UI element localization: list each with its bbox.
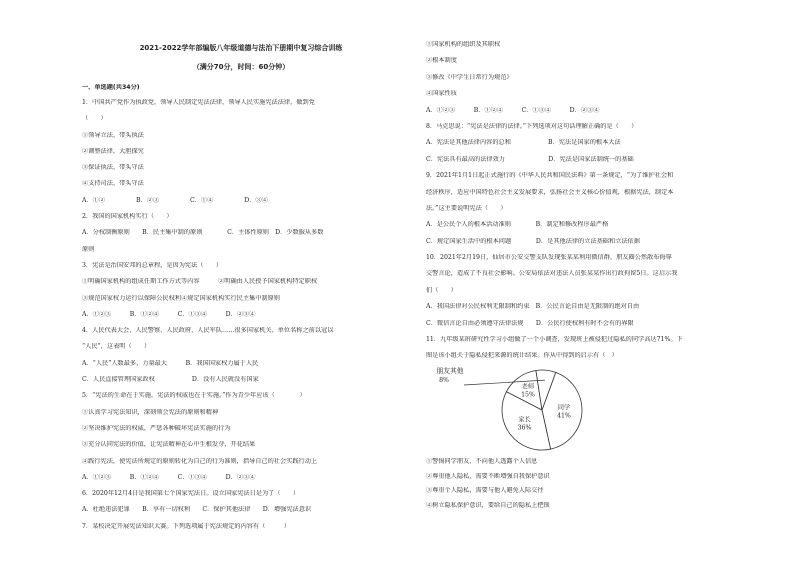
text-line: A．①②③ B．①②④ C．①③④ D．②③④ (426, 106, 600, 114)
answer-statements (426, 458, 756, 516)
slice-label-parent-pct: 36% (517, 424, 532, 432)
text-line: 3．宪法是治国安邦的总章程，是因为宪法（ ） (82, 261, 223, 269)
text-line: ③修改《中学生日常行为规范》 (426, 73, 513, 81)
text-line: A．①② B．②③ C．①④ D．③④ (82, 196, 268, 204)
text-line: 们（ ） (426, 286, 457, 294)
text-line: C．规定国家生活中的根本问题 D．是其他法律的立法基础和立法依据 (426, 237, 640, 245)
text-line: A．①②③ B．①②④ C．①③④ D．②③④ (82, 310, 256, 318)
text-line: A．是公民个人的根本活动准则 B．制定和修改程序最严格 (426, 221, 609, 229)
text-line: 经济秩序，适应中国特色社会主义发展要求，弘扬社会主义核心价值观，根据宪法，制定本 (426, 188, 674, 196)
text-line: A．杜绝违法犯罪 B．享有一切权利 C．保护其他法律 D．增强宪法意识 (82, 506, 312, 514)
text-line: ④树立隐私保护意识，要给自己的隐私上把锁 (426, 501, 550, 509)
text-line: C．宪法具有最高的法律效力 D．宪法是国家法制统一的基础 (426, 155, 634, 163)
text-line: ③规范国家权力运行以保障公民权利④规定国家机构实行民主集中制原则 (82, 294, 280, 302)
text-line: 9．2021年1月1日起正式施行的《中华人民共和国民法典》第一条规定，“为了维护社会和 (426, 172, 674, 180)
text-line: ④支持司法、带头守法 (82, 180, 144, 188)
text-line: 法。”这主要说明宪法（ ） (426, 204, 507, 212)
slice-label-teacher-pct: 15% (521, 391, 535, 399)
text-line: A．分权制衡原则 B．民主集中制的原则 C．主体性原则 D．少数服从多数 (82, 229, 324, 237)
text-line: （ ） (82, 115, 107, 123)
text-line: 2．我国的国家机构实行（ ） (82, 213, 173, 221)
page-subtitle: （满分70分，时间：60分钟） (192, 63, 290, 71)
slice-label-parent-name: 家长 (518, 416, 531, 424)
text-line: ②坚决维护宪法的权威，严惩各种破坏宪法实施的行为 (82, 424, 231, 432)
right-question-list (426, 41, 756, 369)
text-line: 8．马克思说：“宪法是法律的法律。”下列选项对这句话理解正确的是（ ） (426, 122, 638, 130)
text-line: 4．人民代表大会、人民警察、人民政府、人民军队……很多国家机关、单位名称之前以冠以 (82, 327, 334, 335)
text-line: ④国家性质 (426, 90, 457, 98)
text-line: ①国家机构的组织及其职权 (426, 41, 501, 48)
text-line: 7．某校决定开展宪法知识大赛。下列选项属于宪法规定的内容有（ ） (82, 522, 291, 530)
slice-label-teacher-name: 老师 (521, 383, 535, 391)
left-column (82, 84, 400, 539)
section-heading: 一、单选题(共34分) (82, 84, 140, 91)
text-line: ②尊重他人隐私，需要不断增强自我保护意识 (426, 472, 550, 480)
text-line: ①明确国家机构的组成任期工作方式等内容 ②明确由人民授予国家机构特定职权 (82, 278, 318, 286)
slice-label-friend-name: 朋友其他 (436, 367, 464, 375)
text-line: 原则 (82, 245, 95, 253)
pie-svg (432, 355, 612, 465)
text-line: 6．2020年12月4日是我国第七个国家宪法日。设立国家宪法日是为了（ ） (82, 490, 300, 498)
page-title: 2021-2022学年部编版八年级道德与法治下册期中复习综合训练 (139, 44, 343, 52)
text-line: A．①②③ B．①②④ C．①③④ D．②③④ (82, 473, 256, 481)
text-line: 11．九年级某班研究性学习小组做了一个小调查，发现班上被侵犯过隐私的同学高达71%。下 (426, 336, 683, 344)
text-line: 10．2021年2月19日，仙居市公安交警支队发现张某某利用微信群、朋友圈公然散布侮辱 (426, 254, 672, 262)
slice-label-classmate-pct: 41% (557, 412, 571, 420)
text-line: ④践行宪法，使宪法所规定的原则转化为自己的行为准则，指导自己的社会实践行动上 (82, 457, 318, 465)
text-line: A．“人民”人数最多，力量最大 B．我国国家权力属于人民 (82, 359, 259, 367)
text-line: ③保证执法、带头守法 (82, 164, 144, 172)
text-line: 5．“宪法的生命在于实施，宪法的权威也在于实施。”作为青少年应该（ ） (82, 392, 306, 400)
text-line: ①领导立法、带头执法 (82, 131, 144, 139)
text-line: ②调整法律、大胆探究 (82, 147, 144, 155)
privacy-pie-chart (432, 355, 612, 465)
slice-label-friend-pct: 8% (439, 377, 449, 384)
slice-label-classmate-name: 同学 (557, 404, 571, 412)
text-line: ③充分认同宪法的价值，让宪法精神在心中生根发芽，开花结果 (82, 441, 256, 449)
text-line: C．微信言论自由必须遵守法律法规 D．公民行使权利有时不会有的界限 (426, 319, 634, 327)
right-column-bottom (426, 458, 756, 516)
text-line: ②根本制度 (426, 57, 457, 65)
text-line: C．人民直接管理国家政权 D．没有人民就没有国家 (82, 376, 259, 384)
right-column (426, 41, 756, 369)
text-line: “人民”，这表明（ ） (82, 343, 151, 351)
text-line: ①认真学习宪法知识，深刻领会宪法的原则和精神 (82, 408, 219, 416)
text-line: 图是该小组关于隐私侵犯来源的统计结果。你从中得到的启示有（ ） (426, 352, 618, 360)
text-line: A．宪法是其他法律内容的总和 B．宪法是国家的根本大法 (426, 139, 621, 147)
text-line: ①警惕同学朋友，不向他人透露个人信息 (426, 458, 538, 465)
text-line: 交警言论，造成了不良社会影响。公安局依法对违法人员张某某作出行政拘留5日。这启示我 (426, 270, 678, 278)
text-line: ③尊重个人隐私，需要与他人避免人际交往 (426, 487, 544, 494)
text-line: A．我国法律对公民权利无限制和约束 B．公民言论自由是无限制的绝对自由 (426, 303, 640, 311)
left-question-list (82, 99, 400, 539)
text-line: 1．中国共产党作为执政党，领导人民制定宪法法律，领导人民实施宪法法律，做到党 (82, 99, 315, 106)
